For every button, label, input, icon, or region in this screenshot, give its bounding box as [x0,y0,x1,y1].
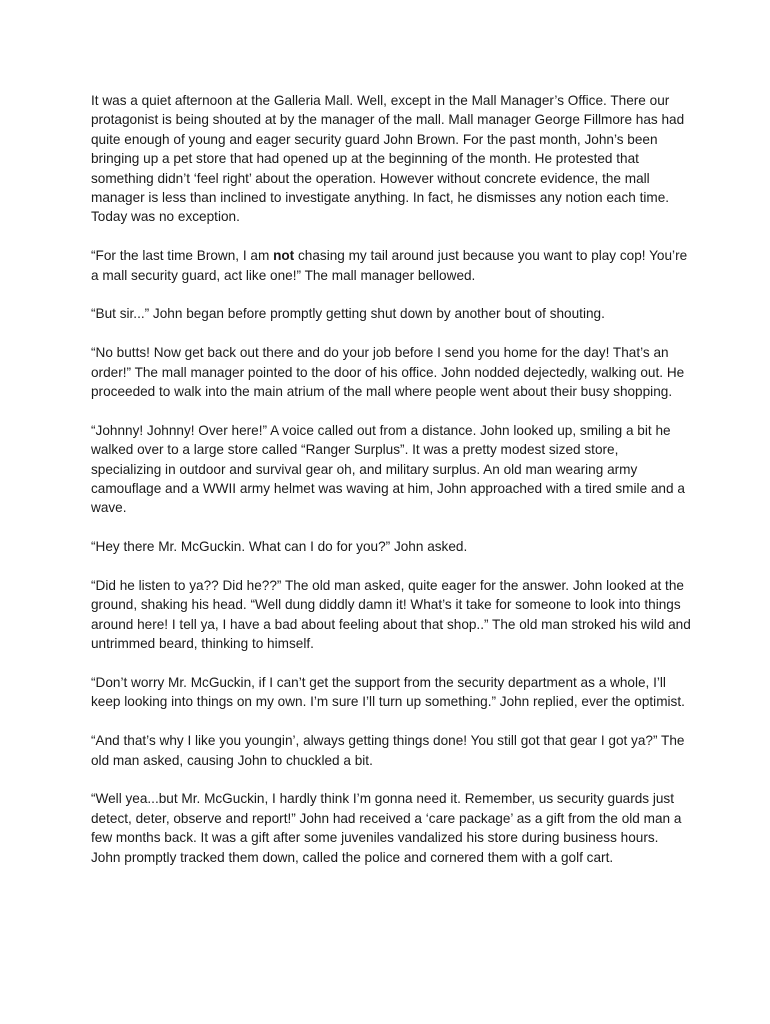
paragraph-2-text-after: chasing my tail around just because you want to play cop! You’re a mall security guard, act like one!” The mall manager bellowed. [91,248,688,283]
paragraph-6: “Hey there Mr. McGuckin. What can I do for you?” John asked. [91,539,468,555]
paragraph-7: “Did he listen to ya?? Did he??” The old man asked, quite eager for the answer. John looked at the ground, shaking his head. “Well dung diddly damn it! What’s it take for someone to look into things around here! I tell ya, I have a bad about feeling about that shop..” The old man stroked his wild and untrimmed beard, thinking to himself. [91,578,691,652]
paragraph-8: “Don’t worry Mr. McGuckin, if I can’t get the support from the security department as a whole, I’ll keep looking into things on my own. I’m sure I’ll turn up something.” John replied, ever the optimist. [91,675,685,710]
document-body [91,91,691,867]
paragraph-3: “But sir...” John began before promptly getting shut down by another bout of shouting. [91,306,605,322]
paragraph-5: “Johnny! Johnny! Over here!” A voice called out from a distance. John looked up, smiling a bit he walked over to a large store called “Ranger Surplus”. It was a pretty modest sized store, specializing in outdoor and survival gear oh, and military surplus. An old man wearing army camouflage and a WWII army helmet was waving at him, John approached with a tired smile and a wave. [91,422,685,516]
paragraph-4: “No butts! Now get back out there and do your job before I send you home for the day! That’s an order!” The mall manager pointed to the door of his office. John nodded dejectedly, walking out. He proceeded to walk into the main atrium of the mall where people went about their busy shopping. [91,345,685,400]
paragraph-9: “And that’s why I like you youngin’, always getting things done! You still got that gear I got ya?” The old man asked, causing John to chuckled a bit. [91,733,685,768]
paragraph-10: “Well yea...but Mr. McGuckin, I hardly think I’m gonna need it. Remember, us security guards just detect, deter, observe and report!” John had received a ‘care package’ as a gift from the old man a few months back. It was a gift after some juveniles vandalized his store during business hours. John promptly tracked them down, called the police and cornered them with a golf cart. [91,791,682,865]
paragraph-2-bold-text: not [273,248,295,264]
paragraph-2-text-before: “For the last time Brown, I am [91,248,274,264]
paragraph-1: It was a quiet afternoon at the Galleria Mall. Well, except in the Mall Manager’s Office. There our protagonist is being shouted at by the manager of the mall. Mall manager George Fillmore has had quite enough of young and eager security guard John Brown. For the past month, John’s been bringing up a pet store that had opened up at the beginning of the month. He protested that something didn’t ‘feel right’ about the operation. However without concrete evidence, the mall manager is less than inclined to investigate anything. In fact, he dismisses any notion each time. Today was no exception. [91,93,685,225]
paragraph-2 [91,246,691,285]
